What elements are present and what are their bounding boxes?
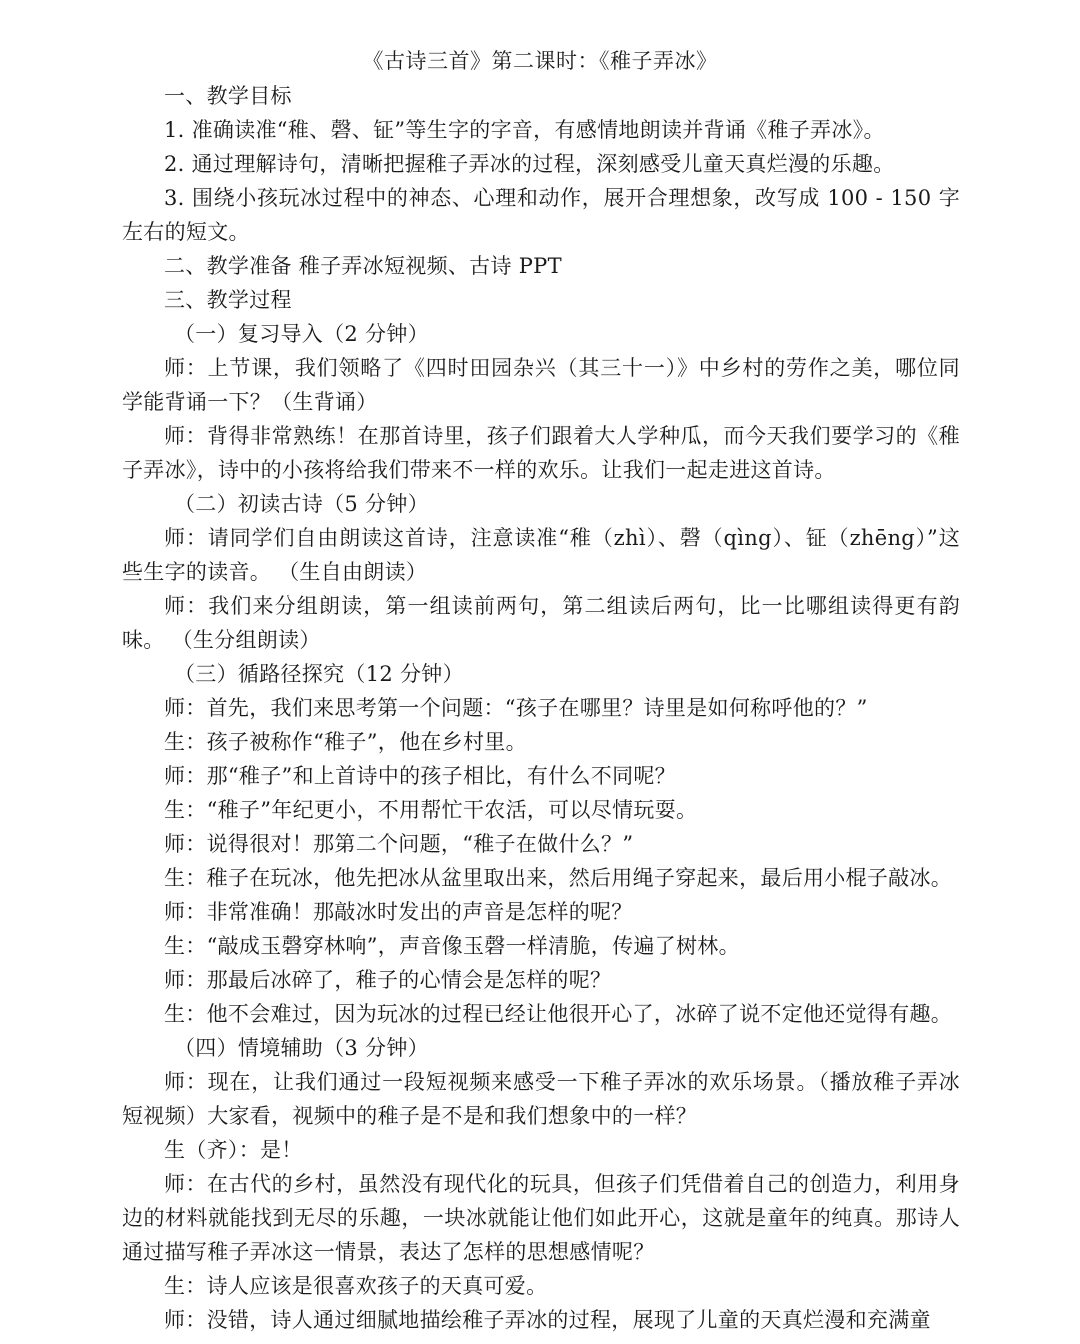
paragraph: 生：“敲成玉磬穿林响”，声音像玉磬一样清脆，传遍了树林。 <box>164 934 740 958</box>
paragraph: 三、教学过程 <box>164 288 292 312</box>
paragraph: 师：背得非常熟练！在那首诗里，孩子们跟着大人学种瓜，而今天我们要学习的《稚子弄冰》，诗中的小孩将给我们带来不一样的欢乐。让我们一起走进这首诗。 <box>122 424 960 482</box>
paragraph: 一、教学目标 <box>164 84 292 108</box>
paragraph: 生：稚子在玩冰，他先把冰从盆里取出来，然后用绳子穿起来，最后用小棍子敲冰。 <box>164 866 953 890</box>
paragraph: 2. 通过理解诗句，清晰把握稚子弄冰的过程，深刻感受儿童天真烂漫的乐趣。 <box>164 152 895 176</box>
paragraph: 师：在古代的乡村，虽然没有现代化的玩具，但孩子们凭借着自己的创造力，利用身边的材料就能找到无尽的乐趣，一块冰就能让他们如此开心，这就是童年的纯真。那诗人通过描写稚子弄冰这一情景，表达了怎样的思想感情呢？ <box>122 1172 960 1264</box>
document-title: 《古诗三首》第二课时：《稚子弄冰》 <box>362 49 718 73</box>
paragraph: 师：那最后冰碎了，稚子的心情会是怎样的呢？ <box>164 968 612 992</box>
paragraph: 师：说得很对！那第二个问题，“稚子在做什么？” <box>164 832 634 856</box>
paragraph: 师：首先，我们来思考第一个问题：“孩子在哪里？诗里是如何称呼他的？” <box>164 696 868 720</box>
paragraph: 师：请同学们自由朗读这首诗，注意读准“稚（zhì）、磬（qìng）、钲（zhēng）”这些生字的读音。 （生自由朗读） <box>122 526 960 584</box>
paragraph: 二、教学准备 稚子弄冰短视频、古诗 PPT <box>164 254 562 278</box>
paragraph: 生：他不会难过，因为玩冰的过程已经让他很开心了，冰碎了说不定他还觉得有趣。 <box>164 1002 953 1026</box>
paragraph: 师：那“稚子”和上首诗中的孩子相比，有什么不同呢？ <box>164 764 676 788</box>
paragraph: 生（齐）：是！ <box>164 1138 303 1162</box>
paragraph: 师：没错，诗人通过细腻地描绘稚子弄冰的过程，展现了儿童的天真烂漫和充满童 <box>164 1308 931 1332</box>
paragraph: 生：“稚子”年纪更小，不用帮忙干农活，可以尽情玩耍。 <box>164 798 698 822</box>
paragraph: 生：孩子被称作“稚子”，他在乡村里。 <box>164 730 527 754</box>
paragraph: （一）复习导入（2 分钟） <box>174 322 429 346</box>
paragraph: （二）初读古诗（5 分钟） <box>174 492 429 516</box>
paragraph: 生：诗人应该是很喜欢孩子的天真可爱。 <box>164 1274 548 1298</box>
paragraph: 师：上节课，我们领略了《四时田园杂兴（其三十一）》中乡村的劳作之美，哪位同学能背诵一下？（生背诵） <box>122 356 960 414</box>
paragraph: （三）循路径探究（12 分钟） <box>174 662 464 686</box>
paragraph: 1. 准确读准“稚、磬、钲”等生字的字音，有感情地朗读并背诵《稚子弄冰》。 <box>164 118 885 142</box>
paragraph: 师：我们来分组朗读，第一组读前两句，第二组读后两句，比一比哪组读得更有韵味。 （生分组朗读） <box>122 594 960 652</box>
paragraph: 3. 围绕小孩玩冰过程中的神态、心理和动作，展开合理想象，改写成 100 - 150 字左右的短文。 <box>122 186 960 244</box>
paragraph: （四）情境辅助（3 分钟） <box>174 1036 429 1060</box>
paragraph: 师：现在，让我们通过一段短视频来感受一下稚子弄冰的欢乐场景。（播放稚子弄冰短视频）大家看，视频中的稚子是不是和我们想象中的一样？ <box>122 1070 960 1128</box>
document-body <box>122 79 960 1337</box>
paragraph: 师：非常准确！那敲冰时发出的声音是怎样的呢？ <box>164 900 633 924</box>
